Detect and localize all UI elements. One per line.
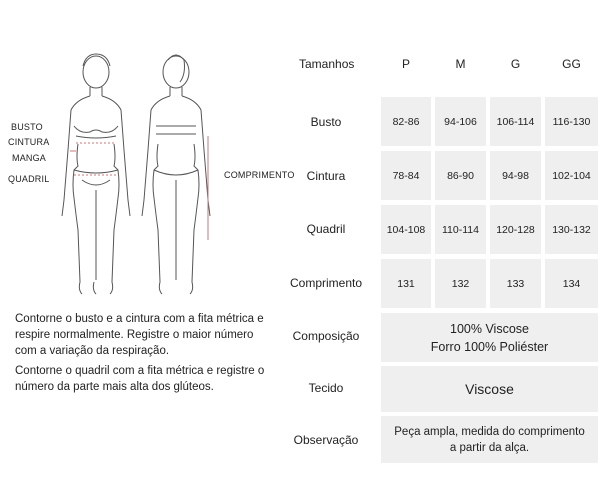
- row-label-quadril: Quadril: [306, 222, 346, 236]
- observacao-line-1: Peça ampla, medida do comprimento: [394, 425, 585, 438]
- row-label-busto: Busto: [310, 115, 342, 129]
- cell-quadril-p: 104-108: [381, 205, 431, 254]
- cell-comprimento-gg: 134: [545, 259, 598, 308]
- cell-busto-p: 82-86: [381, 97, 431, 146]
- cell-cintura-g: 94-98: [490, 151, 541, 200]
- header-size-gg: GG: [562, 57, 581, 71]
- header-size-g: G: [510, 57, 521, 71]
- label-busto: BUSTO: [11, 122, 43, 132]
- instruction-busto-cintura: Contorne o busto e a cintura com a fita métrica e respire normalmente. Registre o maior número com a variação da respiração.: [15, 313, 264, 357]
- cell-quadril-m: 110-114: [435, 205, 486, 254]
- composicao-box: [381, 313, 598, 362]
- instruction-quadril: Contorne o quadril com a fita métrica e registre o número da parte mais alta dos glúteos.: [15, 365, 265, 393]
- label-comprimento: COMPRIMENTO: [224, 170, 295, 180]
- row-label-tecido: Tecido: [308, 381, 344, 395]
- row-label-observacao: Observação: [293, 433, 359, 447]
- cell-quadril-g: 120-128: [490, 205, 541, 254]
- body-measurement-illustration: [0, 40, 300, 310]
- cell-comprimento-g: 133: [490, 259, 541, 308]
- tecido-box: [381, 366, 598, 412]
- cell-cintura-m: 86-90: [435, 151, 486, 200]
- cell-comprimento-m: 132: [435, 259, 486, 308]
- cell-cintura-gg: 102-104: [545, 151, 598, 200]
- cell-cintura-p: 78-84: [381, 151, 431, 200]
- header-size-p: P: [401, 57, 410, 71]
- cell-quadril-gg: 130-132: [545, 205, 598, 254]
- row-label-composicao: Composição: [292, 329, 360, 343]
- cell-comprimento-p: 131: [381, 259, 431, 308]
- observacao-box: [381, 416, 598, 463]
- label-cintura: CINTURA: [8, 137, 50, 147]
- composicao-line-2: Forro 100% Poliéster: [430, 339, 549, 354]
- row-label-comprimento: Comprimento: [289, 276, 363, 290]
- header-size-m: M: [455, 57, 466, 71]
- header-tamanhos: Tamanhos: [299, 57, 355, 71]
- observacao-line-2: a partir da alça.: [449, 441, 530, 454]
- row-label-cintura: Cintura: [306, 169, 346, 183]
- label-manga: MANGA: [12, 153, 47, 163]
- cell-busto-gg: 116-130: [545, 97, 598, 146]
- cell-busto-g: 106-114: [490, 97, 541, 146]
- cell-busto-m: 94-106: [435, 97, 486, 146]
- composicao-line-1: 100% Viscose: [450, 321, 529, 336]
- tecido-value: Viscose: [465, 381, 514, 397]
- label-quadril: QUADRIL: [8, 174, 50, 184]
